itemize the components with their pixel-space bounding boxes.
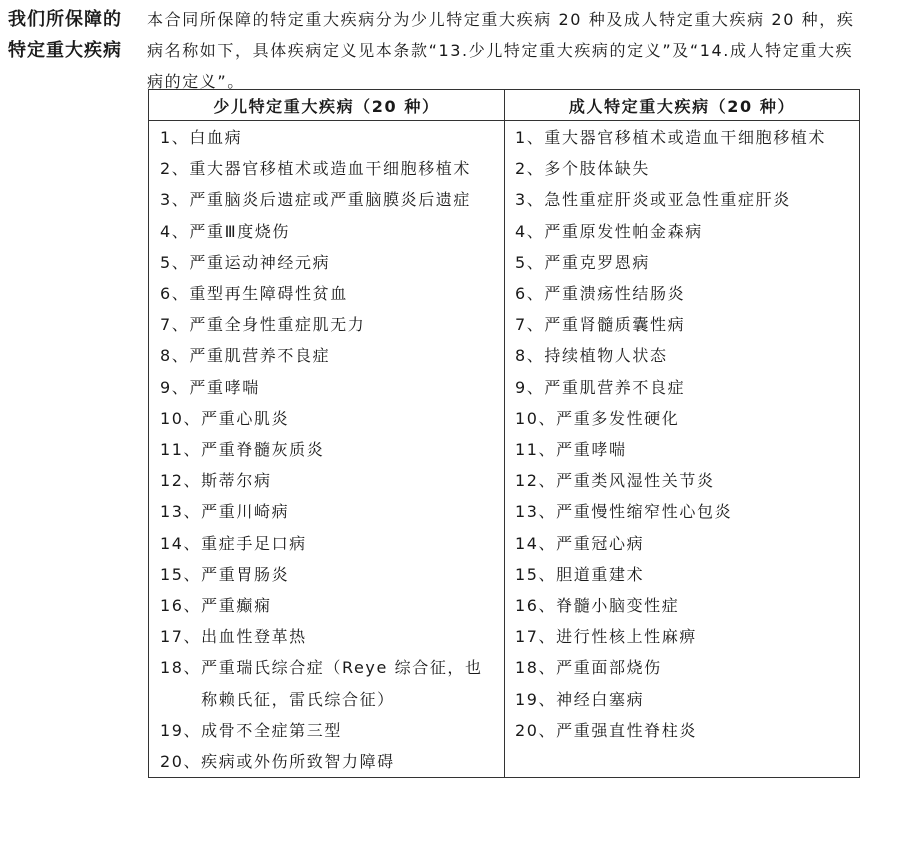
adult-disease-item-name: 严重肌营养不良症: [544, 377, 686, 397]
child-disease-item-name: 严重心肌炎: [201, 408, 290, 428]
child-diseases-list: [149, 122, 504, 777]
adult-disease-item: [505, 403, 859, 434]
adult-disease-item: [505, 684, 859, 715]
child-disease-item-number: 5、: [160, 252, 190, 272]
adult-disease-item: [505, 528, 859, 559]
child-disease-item: [149, 652, 504, 714]
adult-diseases-header: 成人特定重大疾病（20 种）: [505, 90, 860, 121]
disease-table: [148, 89, 860, 778]
adult-disease-item-number: 14、: [515, 533, 557, 553]
adult-disease-item-number: 16、: [515, 596, 557, 616]
child-disease-item: [149, 278, 504, 309]
adult-disease-item: [505, 715, 859, 746]
child-disease-item: [149, 746, 504, 777]
adult-disease-item: [505, 247, 859, 278]
adult-disease-item: [505, 122, 859, 153]
child-disease-item-name: 严重癫痫: [201, 596, 272, 616]
child-disease-item-number: 2、: [160, 159, 190, 179]
adult-disease-item: [505, 496, 859, 527]
adult-disease-item-number: 5、: [515, 252, 545, 272]
child-disease-item-number: 16、: [160, 596, 202, 616]
adult-disease-item: [505, 590, 859, 621]
adult-disease-item-name: 神经白塞病: [556, 689, 645, 709]
adult-disease-item-number: 4、: [515, 221, 545, 241]
child-disease-item-number: 7、: [160, 315, 190, 335]
table-body-row: [149, 121, 860, 778]
child-disease-item: [149, 153, 504, 184]
adult-disease-item-number: 19、: [515, 689, 557, 709]
adult-disease-item: [505, 372, 859, 403]
child-disease-item: [149, 184, 504, 215]
adult-disease-item-number: 7、: [515, 315, 545, 335]
child-disease-item-name: 严重运动神经元病: [189, 252, 331, 272]
adult-disease-item-number: 6、: [515, 284, 545, 304]
adult-disease-item: [505, 184, 859, 215]
adult-disease-item-number: 2、: [515, 159, 545, 179]
adult-disease-item-number: 18、: [515, 658, 557, 678]
adult-disease-item-name: 严重原发性帕金森病: [544, 221, 703, 241]
adult-disease-item-name: 严重克罗恩病: [544, 252, 650, 272]
child-disease-item-name: 严重全身性重症肌无力: [189, 315, 366, 335]
adult-disease-item-number: 13、: [515, 502, 557, 522]
adult-disease-item-number: 15、: [515, 564, 557, 584]
child-disease-item-name: 严重瑞氏综合症（Reye 综合征，也称赖氏征，雷氏综合征）: [201, 658, 483, 709]
adult-disease-item: [505, 559, 859, 590]
child-disease-item-name: 严重脊髓灰质炎: [201, 440, 325, 460]
adult-disease-item-name: 严重类风湿性关节炎: [556, 471, 715, 491]
section-title: 我们所保障的特定重大疾病: [8, 9, 122, 61]
child-disease-item-number: 12、: [160, 471, 202, 491]
adult-disease-item-name: 脊髓小脑变性症: [556, 596, 680, 616]
child-disease-item: [149, 372, 504, 403]
child-disease-item-number: 10、: [160, 408, 202, 428]
adult-disease-item: [505, 278, 859, 309]
adult-disease-item: [505, 434, 859, 465]
adult-disease-item-number: 3、: [515, 190, 545, 210]
child-disease-item: [149, 559, 504, 590]
child-disease-item-number: 11、: [160, 440, 202, 460]
child-disease-item-number: 20、: [160, 752, 202, 772]
adult-disease-item-name: 严重肾髓质囊性病: [544, 315, 686, 335]
adult-disease-item-number: 8、: [515, 346, 545, 366]
child-diseases-header: 少儿特定重大疾病（20 种）: [149, 90, 505, 121]
adult-disease-item-number: 12、: [515, 471, 557, 491]
child-disease-item-number: 3、: [160, 190, 190, 210]
adult-diseases-list: [505, 122, 859, 746]
adult-disease-item-name: 严重冠心病: [556, 533, 645, 553]
adult-disease-item-name: 持续植物人状态: [544, 346, 668, 366]
adult-disease-item-number: 9、: [515, 377, 545, 397]
child-disease-item: [149, 715, 504, 746]
child-disease-item: [149, 528, 504, 559]
adult-disease-item-name: 严重溃疡性结肠炎: [544, 284, 686, 304]
child-disease-item-name: 严重肌营养不良症: [189, 346, 331, 366]
adult-disease-item-number: 20、: [515, 720, 557, 740]
child-disease-item-name: 斯蒂尔病: [201, 471, 272, 491]
child-disease-item: [149, 403, 504, 434]
adult-disease-item-number: 1、: [515, 128, 545, 147]
adult-disease-item-name: 严重面部烧伤: [556, 658, 662, 678]
child-disease-item-name: 重症手足口病: [201, 533, 307, 553]
child-disease-item: [149, 496, 504, 527]
child-disease-item: [149, 434, 504, 465]
child-disease-item-number: 18、: [160, 658, 202, 678]
adult-disease-item-name: 进行性核上性麻痹: [556, 627, 697, 647]
child-disease-item-name: 白血病: [189, 128, 243, 147]
child-disease-item-number: 17、: [160, 627, 202, 647]
child-disease-item-name: 严重胃肠炎: [201, 564, 290, 584]
intro-paragraph: 本合同所保障的特定重大疾病分为少儿特定重大疾病 20 种及成人特定重大疾病 20 种，疾病名称如下，具体疾病定义见本条款“13.少儿特定重大疾病的定义”及“14.成人特定重大疾病的定义”。: [147, 10, 855, 91]
adult-disease-item-name: 多个肢体缺失: [544, 159, 650, 179]
adult-disease-item: [505, 340, 859, 371]
child-disease-item-number: 13、: [160, 502, 202, 522]
child-disease-item-number: 1、: [160, 128, 190, 147]
child-disease-item: [149, 122, 504, 153]
adult-disease-item-name: 急性重症肝炎或亚急性重症肝炎: [544, 190, 791, 210]
adult-disease-item-name: 严重哮喘: [556, 440, 627, 460]
child-disease-item-number: 14、: [160, 533, 202, 553]
child-disease-item: [149, 340, 504, 371]
child-disease-item-name: 严重哮喘: [189, 377, 260, 397]
child-disease-item-name: 严重川崎病: [201, 502, 290, 522]
adult-disease-item: [505, 652, 859, 683]
child-disease-item-name: 出血性登革热: [201, 627, 307, 647]
adult-disease-item: [505, 309, 859, 340]
child-disease-item-number: 19、: [160, 720, 202, 740]
child-disease-item: [149, 465, 504, 496]
adult-disease-item: [505, 153, 859, 184]
child-disease-item-name: 成骨不全症第三型: [201, 720, 342, 740]
adult-disease-item: [505, 621, 859, 652]
child-disease-item-number: 9、: [160, 377, 190, 397]
child-disease-item-name: 疾病或外伤所致智力障碍: [201, 752, 395, 772]
child-disease-item: [149, 309, 504, 340]
adult-disease-item: [505, 465, 859, 496]
child-disease-item-name: 重型再生障碍性贫血: [189, 284, 348, 304]
child-disease-item-number: 4、: [160, 221, 190, 241]
adult-disease-item-name: 严重多发性硬化: [556, 408, 680, 428]
child-diseases-cell: [149, 121, 505, 778]
child-disease-item-number: 15、: [160, 564, 202, 584]
child-disease-item-number: 8、: [160, 346, 190, 366]
child-disease-item-name: 重大器官移植术或造血干细胞移植术: [189, 159, 471, 179]
adult-disease-item-number: 17、: [515, 627, 557, 647]
adult-disease-item-name: 严重慢性缩窄性心包炎: [556, 502, 733, 522]
child-disease-item-number: 6、: [160, 284, 190, 304]
child-disease-item: [149, 590, 504, 621]
adult-disease-item-name: 严重强直性脊柱炎: [556, 720, 697, 740]
child-disease-item-name: 严重脑炎后遗症或严重脑膜炎后遗症: [189, 190, 471, 210]
child-disease-item: [149, 216, 504, 247]
section-intro: [147, 4, 867, 97]
adult-diseases-cell: [505, 121, 860, 778]
table-header-row: [149, 90, 860, 121]
child-disease-item: [149, 621, 504, 652]
adult-disease-item-number: 10、: [515, 408, 557, 428]
child-disease-item-name: 严重Ⅲ度烧伤: [189, 221, 291, 241]
adult-disease-item-number: 11、: [515, 440, 557, 460]
adult-disease-item-name: 重大器官移植术或造血干细胞移植术: [544, 128, 826, 147]
child-disease-item: [149, 247, 504, 278]
adult-disease-item-name: 胆道重建术: [556, 564, 645, 584]
adult-disease-item: [505, 216, 859, 247]
